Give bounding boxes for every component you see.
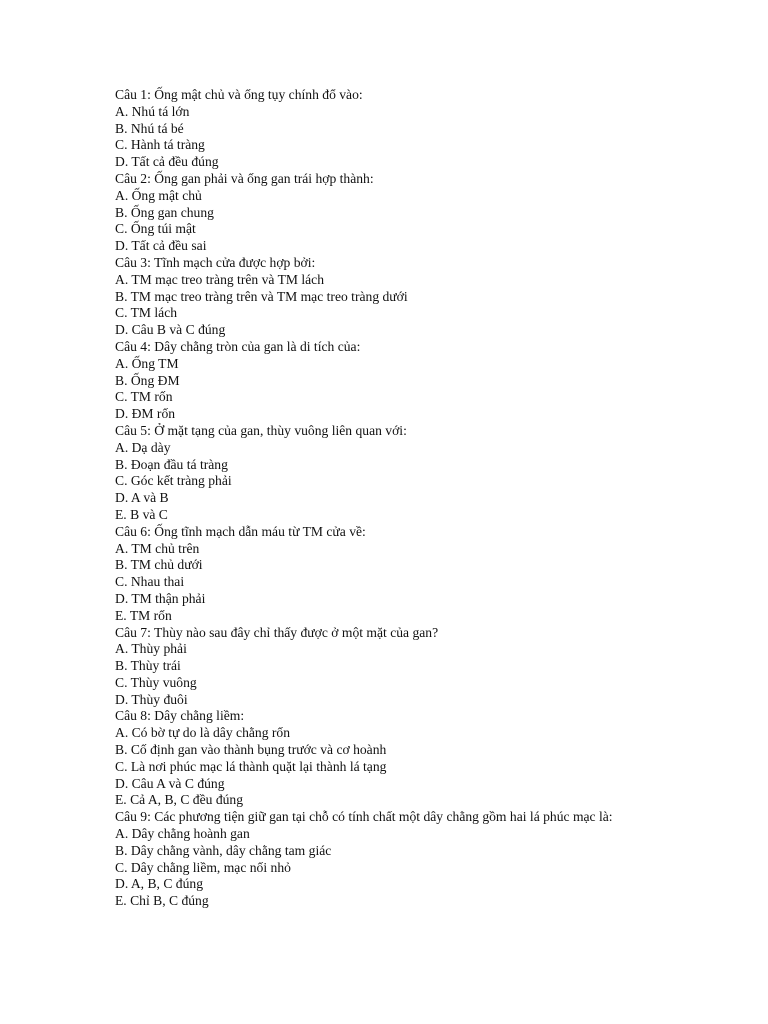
option-b: B. TM chủ dưới <box>115 557 203 573</box>
option-a: A. Dây chằng hoành gan <box>115 826 250 842</box>
option-a: A. Ống mật chủ <box>115 187 202 203</box>
question-4 <box>115 339 645 423</box>
option-d: D. Câu B và C đúng <box>115 322 226 338</box>
option-a: A. Ống TM <box>115 355 179 371</box>
question-2 <box>115 171 645 255</box>
option-d: D. ĐM rốn <box>115 406 176 422</box>
option-d: D. Thùy đuôi <box>115 691 188 707</box>
question-text: Câu 7: Thùy nào sau đây chỉ thấy được ở một mặt của gan? <box>115 624 439 640</box>
option-d: D. A và B <box>115 490 169 506</box>
option-a: A. Nhú tá lớn <box>115 103 190 119</box>
option-a: A. Thùy phải <box>115 641 187 657</box>
option-c: C. TM rốn <box>115 389 173 405</box>
question-7 <box>115 625 645 709</box>
option-b: B. Thùy trái <box>115 658 181 674</box>
option-b: B. TM mạc treo tràng trên và TM mạc treo tràng dưới <box>115 288 408 304</box>
option-c: C. Là nơi phúc mạc lá thành quặt lại thành lá tạng <box>115 758 387 774</box>
option-b: B. Cố định gan vào thành bụng trước và cơ hoành <box>115 742 387 758</box>
question-3 <box>115 255 645 339</box>
question-text: Câu 1: Ống mật chủ và ống tụy chính đổ vào: <box>115 87 363 102</box>
option-e: E. B và C <box>115 506 168 522</box>
question-6 <box>115 524 645 625</box>
document-page <box>115 87 645 910</box>
question-9 <box>115 809 645 910</box>
option-e: E. Cả A, B, C đều đúng <box>115 792 244 808</box>
option-b: B. Ống gan chung <box>115 204 214 220</box>
option-c: C. Hành tá tràng <box>115 137 205 153</box>
question-text: Câu 2: Ống gan phải và ống gan trái hợp thành: <box>115 170 374 186</box>
question-text: Câu 9: Các phương tiện giữ gan tại chỗ có tính chất một dây chằng gồm hai lá phúc mạc là: <box>115 809 613 825</box>
question-1 <box>115 87 645 171</box>
question-text: Câu 6: Ống tĩnh mạch dẫn máu từ TM cửa về: <box>115 523 366 539</box>
option-d: D. Câu A và C đúng <box>115 775 225 791</box>
option-b: B. Ống ĐM <box>115 372 180 388</box>
option-d: D. Tất cả đều đúng <box>115 154 219 170</box>
option-e: E. Chỉ B, C đúng <box>115 893 209 909</box>
option-a: A. Có bờ tự do là dây chằng rốn <box>115 725 291 741</box>
option-d: D. A, B, C đúng <box>115 876 203 892</box>
option-c: C. Dây chằng liềm, mạc nối nhỏ <box>115 859 291 875</box>
option-c: C. Nhau thai <box>115 574 185 590</box>
question-text: Câu 3: Tĩnh mạch cửa được hợp bởi: <box>115 254 316 270</box>
option-b: B. Đoạn đầu tá tràng <box>115 456 228 472</box>
option-b: B. Nhú tá bé <box>115 120 184 136</box>
question-text: Câu 8: Dây chằng liềm: <box>115 708 245 724</box>
option-c: C. Góc kết tràng phải <box>115 473 232 489</box>
option-e: E. TM rốn <box>115 607 172 623</box>
option-a: A. Dạ dày <box>115 439 171 455</box>
option-d: D. TM thận phải <box>115 590 206 606</box>
question-text: Câu 5: Ở mặt tạng của gan, thùy vuông liên quan với: <box>115 422 407 438</box>
option-a: A. TM mạc treo tràng trên và TM lách <box>115 271 325 287</box>
option-c: C. Ống túi mật <box>115 221 196 237</box>
option-c: C. Thùy vuông <box>115 674 197 690</box>
option-d: D. Tất cả đều sai <box>115 238 207 254</box>
question-text: Câu 4: Dây chằng tròn của gan là di tích của: <box>115 338 361 354</box>
question-5 <box>115 423 645 524</box>
option-b: B. Dây chằng vành, dây chằng tam giác <box>115 842 332 858</box>
option-a: A. TM chủ trên <box>115 540 200 556</box>
question-8 <box>115 708 645 809</box>
option-c: C. TM lách <box>115 305 178 321</box>
